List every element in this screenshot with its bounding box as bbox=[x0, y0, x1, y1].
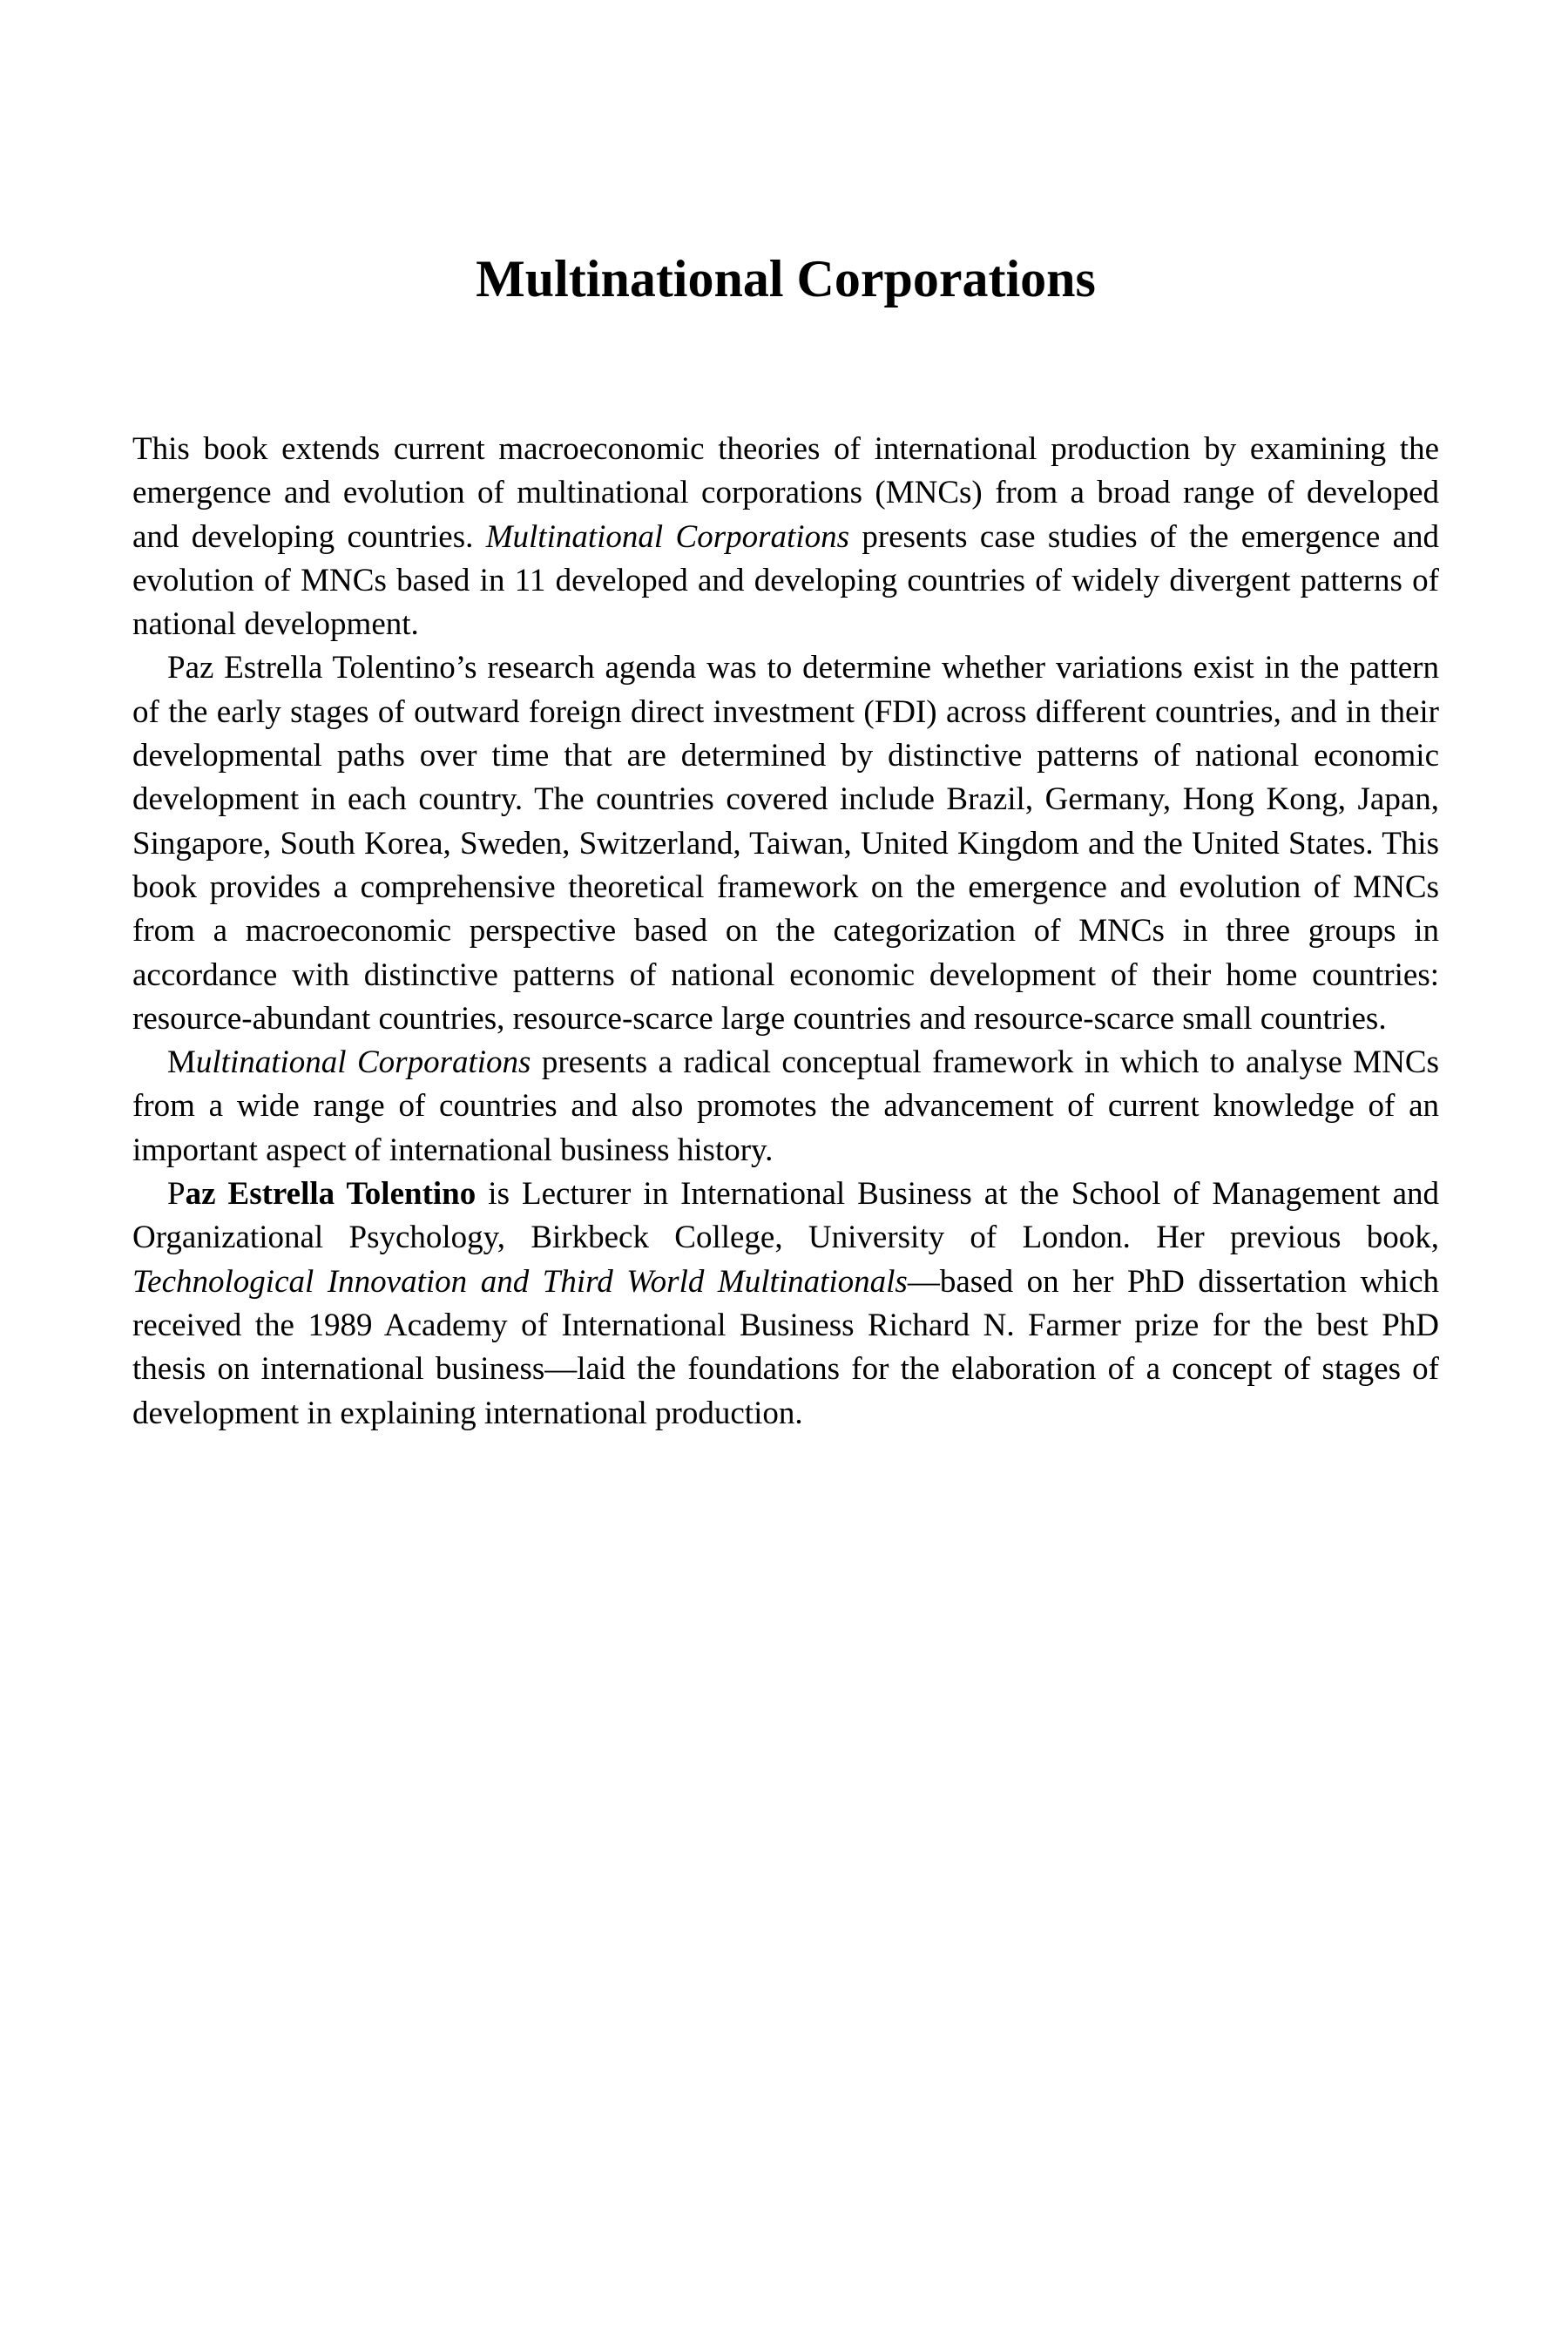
paragraph-lead-letter: M bbox=[167, 1044, 196, 1081]
paragraph-text: —based on her PhD dissertation which received the 1989 Academy of International Business Richard N. Farmer prize for the best PhD thesis on international business—laid the foundations for the elaboration of a concept of stages of development in explaining international production. bbox=[132, 1263, 1439, 1431]
author-name: az Estrella Tolentino bbox=[185, 1176, 476, 1213]
paragraph-text: presents case studies of the emergence and evolution of MNCs based in 11 developed and developing countries of widely divergent patterns of national development. bbox=[132, 518, 1440, 643]
paragraph-text: presents a radical conceptual framework in which to analyse MNCs from a wide range of countries and also promotes the advancement of current knowledge of an important aspect of international business history. bbox=[132, 1044, 1439, 1168]
paragraph-lead-letter: P bbox=[167, 1176, 186, 1213]
paragraph-framework bbox=[132, 1041, 1439, 1173]
book-description bbox=[132, 428, 1439, 1436]
paragraph-author-bio bbox=[132, 1173, 1439, 1436]
previous-book-title: Technological Innovation and Third World Multinationals bbox=[132, 1263, 908, 1300]
paragraph-research bbox=[132, 646, 1439, 1041]
paragraph-intro bbox=[132, 428, 1439, 646]
book-title-italic: Multinational Corporations bbox=[485, 518, 849, 555]
paragraph-text: This book extends current macroeconomic theories of international production by examining the emergence and evolution of multinational corporations (MNCs) from a broad range of developed and developing countries. bbox=[132, 431, 1439, 555]
book-title-italic: ultinational Corporations bbox=[195, 1044, 531, 1081]
book-title: Multinational Corporations bbox=[476, 250, 1096, 308]
paragraph-text: Paz Estrella Tolentino’s research agenda was to determine whether variations exist in the pattern of the early stages of outward foreign direct investment (FDI) across different countries, and in their developmental paths over time that are determined by distinctive patterns of national economic development in each country. The countries covered include Brazil, Germany, Hong Kong, Japan, Singapore, South Korea, Sweden, Switzerland, Taiwan, United Kingdom and the United States. This book provides a comprehensive theoretical framework on the emergence and evolution of MNCs from a macroeconomic perspective based on the categorization of MNCs in three groups in accordance with distinctive patterns of national economic development of their home countries: resource-abundant countries, resource-scarce large countries and resource-scarce small countries. bbox=[132, 650, 1439, 1037]
paragraph-text: is Lecturer in International Business at the School of Management and Organizational Psychology, Birkbeck College, University of London. Her previous book, bbox=[132, 1176, 1439, 1256]
